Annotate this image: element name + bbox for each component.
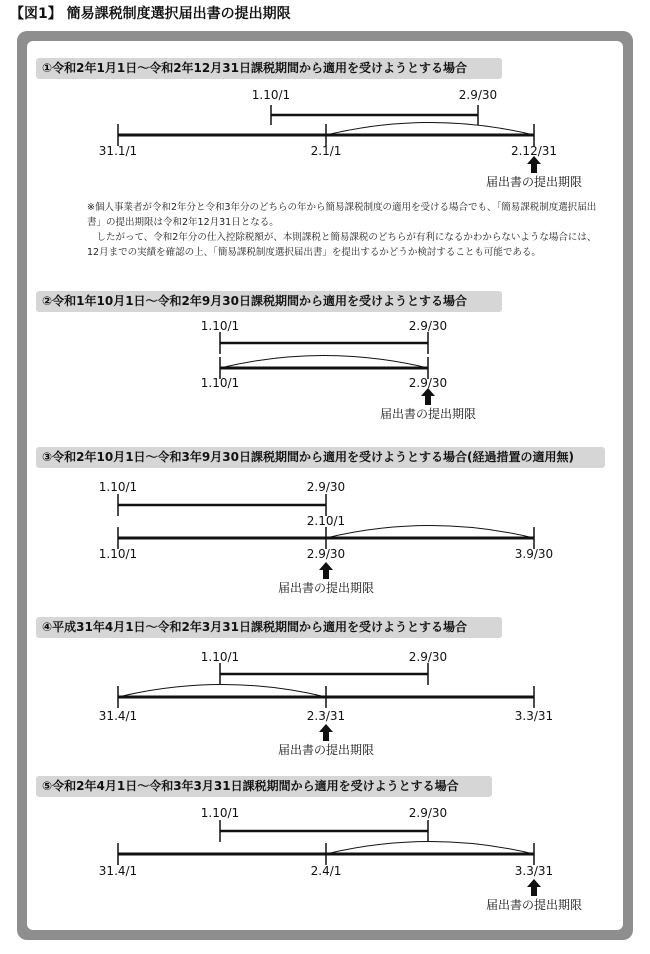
section-5-upper-bracket [220,820,428,842]
section-1-period-arc [326,123,534,136]
section-3-lower-label-2: 2.9/30 [306,547,346,561]
section-4-lower-label-1: 31.4/1 [98,709,138,723]
section-2-upper-end-label: 2.9/30 [408,319,448,333]
section-4-lower-label-2: 2.3/31 [306,709,346,723]
section-4-deadline-arrow [319,724,333,741]
section-2-upper-bracket [220,332,428,354]
section-3-upper-start-label: 1.10/1 [98,480,138,494]
section-5-lower-label-3: 3.3/31 [514,864,554,878]
section-5-lower-label-1: 31.4/1 [98,864,138,878]
figure-title: 【図1】 簡易課税制度選択届出書の提出期限 [10,6,291,22]
section-2-deadline-label: 届出書の提出期限 [379,407,477,421]
section-4-deadline-label: 届出書の提出期限 [277,743,375,757]
section-2-lower-label-1: 1.10/1 [200,376,240,390]
section-1-deadline-label: 届出書の提出期限 [485,175,583,189]
section-3-deadline-label: 届出書の提出期限 [277,581,375,595]
section-5-lower-label-2: 2.4/1 [310,864,342,878]
section-4-upper-end-label: 2.9/30 [408,650,448,664]
section-3-upper-bracket [118,494,326,516]
section-3-lower-label-1: 1.10/1 [98,547,138,561]
section-2-header: ②令和1年10月1日～令和2年9月30日課税期間から適用を受けようとする場合 [36,291,502,312]
section-4-header: ④平成31年4月1日～令和2年3月31日課税期間から適用を受けようとする場合 [36,617,502,638]
section-1-upper-start-label: 1.10/1 [251,88,291,102]
section-1-lower-label-3: 2.12/31 [510,144,558,158]
section-3-timeline [118,494,534,579]
section-2-main-line [220,357,428,379]
note-paragraph-1: ※個人事業者が令和2年分と令和3年分のどちらの年から簡易課税制度の適用を受ける場合でも、「簡易課税制度選択届出書」の提出期限は令和2年12月31日となる。 [87,202,597,228]
section-1-upper-bracket [271,105,478,125]
section-4-lower-label-3: 3.3/31 [514,709,554,723]
section-4-upper-start-label: 1.10/1 [200,650,240,664]
section-5-deadline-label: 届出書の提出期限 [485,898,583,912]
section-2-lower-label-2: 2.9/30 [408,376,448,390]
section-1-lower-label-1: 31.1/1 [98,144,138,158]
section-5-timeline [118,820,541,896]
section-5-header: ⑤令和2年4月1日～令和3年3月31日課税期間から適用を受けようとする場合 [36,776,492,797]
section-1-deadline-arrow [527,156,541,173]
section-2-upper-start-label: 1.10/1 [200,319,240,333]
section-1-header: ①令和2年1月1日～令和2年12月31日課税期間から適用を受けようとする場合 [36,58,502,79]
section-3-lower-label-3: 3.9/30 [514,547,554,561]
section-5-upper-start-label: 1.10/1 [200,806,240,820]
section-5-deadline-arrow [527,879,541,896]
note-paragraph-2: したがって、令和2年分の仕入控除税額が、本則課税と簡易課税のどちらが有利になるかわからないような場合には、12月までの実績を確認の上、「簡易課税制度選択届出書」を提出するかどうか検討することも可能である。 [87,232,597,258]
section-2-deadline-arrow [421,388,435,405]
section-1-upper-end-label: 2.9/30 [458,88,498,102]
section-3-period-arc [326,526,534,539]
section-3-upper-end-label: 2.9/30 [306,480,346,494]
section-4-period-arc [118,685,326,698]
section-1-lower-label-2: 2.1/1 [310,144,342,158]
section-2-timeline [220,332,435,405]
section-4-timeline [118,663,534,741]
section-3-deadline-arrow [319,562,333,579]
section-1-note [87,200,607,260]
section-2-period-arc [220,356,428,369]
section-5-period-arc [326,842,534,855]
section-4-upper-bracket [220,663,428,685]
section-3-header: ③令和2年10月1日～令和3年9月30日課税期間から適用を受けようとする場合(経過措置の適用無) [36,447,605,468]
section-1-timeline [118,105,541,173]
section-3-mid-label: 2.10/1 [306,514,346,528]
section-5-upper-end-label: 2.9/30 [408,806,448,820]
